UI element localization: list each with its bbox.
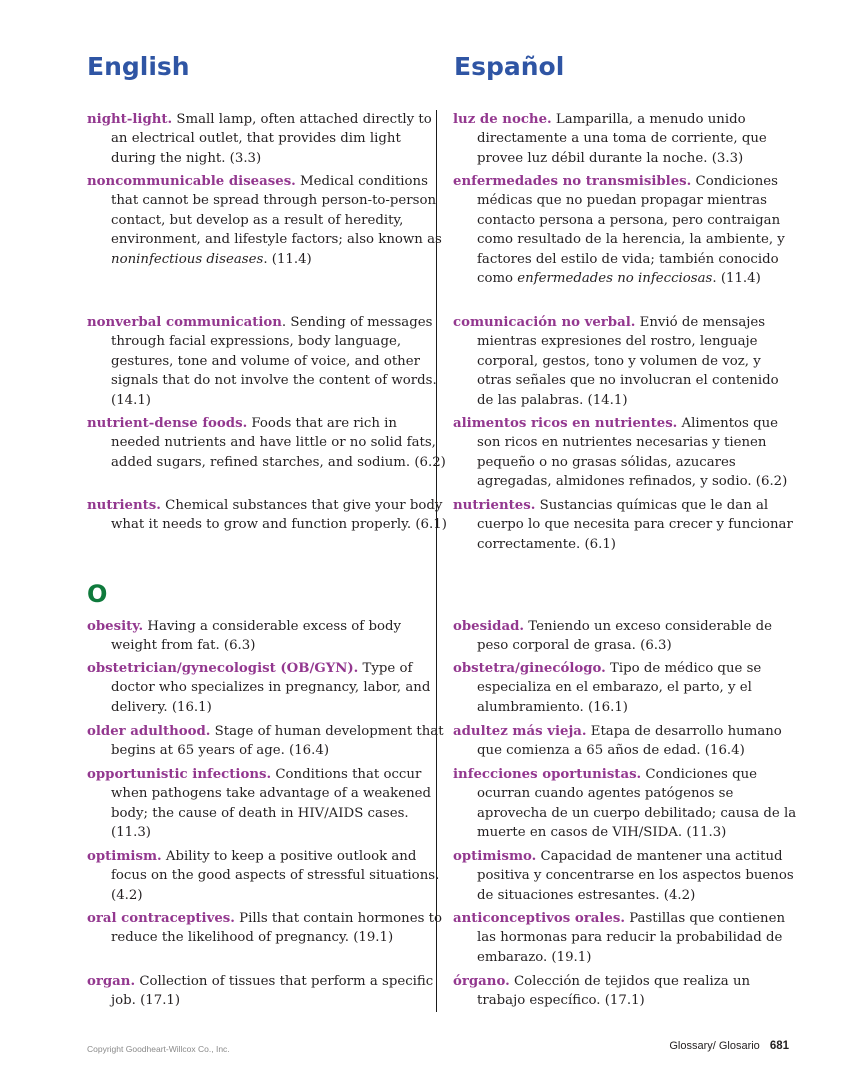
entry-term: obesity. xyxy=(87,619,144,634)
entry-definition: . Sending of messages through facial expressions, body language, gestures, tone and volume of voice, and other signals that do not involve the content of words. (14.1) xyxy=(111,315,437,408)
entry-definition: Stage of human development that begins at 65 years of age. (16.4) xyxy=(111,724,444,759)
glossary-entry-en xyxy=(87,496,449,535)
entry-definition: Envió de mensajes mientras expresiones del rostro, lenguaje corporal, gestos, tono y volumen de voz, y otras señales que no involucran el contenido de las palabras. (14.1) xyxy=(477,315,779,408)
glossary-entry-es xyxy=(453,847,798,905)
entry-definition: Pills that contain hormones to reduce the likelihood of pregnancy. (19.1) xyxy=(111,911,443,946)
entry-definition: Colección de tejidos que realiza un trabajo específico. (17.1) xyxy=(477,974,751,1009)
entry-definition: Teniendo un exceso considerable de peso corporal de grasa. (6.3) xyxy=(477,619,773,654)
glossary-entry-es xyxy=(453,765,798,843)
entry-definition: Type of doctor who specializes in pregnancy, labor, and delivery. (16.1) xyxy=(111,661,431,715)
entry-term: older adulthood. xyxy=(87,724,211,739)
glossary-entry-en xyxy=(87,659,449,717)
entry-definition-italic: noninfectious diseases xyxy=(111,251,264,267)
glossary-entry-en xyxy=(87,847,449,905)
entry-term: nutrients. xyxy=(87,498,161,513)
entry-definition: Condiciones médicas que no puedan propagar mientras contacto persona a persona, pero contraigan como resultado de la herencia, la ambiente, y factores del estilo de vida; también conocido como xyxy=(477,174,785,287)
entry-term: comunicación no verbal. xyxy=(453,315,636,330)
glossary-entry-en xyxy=(87,722,449,761)
entry-definition: Etapa de desarrollo humano que comienza a 65 años de edad. (16.4) xyxy=(477,724,782,759)
entry-term: órgano. xyxy=(453,974,510,989)
entry-term: nonverbal communication xyxy=(87,315,282,330)
glossary-entry-en xyxy=(87,414,449,472)
glossary-entry-es xyxy=(453,172,798,288)
entry-term: obesidad. xyxy=(453,619,525,634)
glossary-entry-en xyxy=(87,972,449,1011)
entry-definition: Condiciones que ocurran cuando agentes patógenos se aprovecha de un cuerpo debilitado; causa de la muerte en casos de VIH/SIDA. (11.3) xyxy=(477,767,797,841)
entry-definition: Capacidad de mantener una actitud positiva y concentrarse en los aspectos buenos de situaciones estresantes. (4.2) xyxy=(477,849,794,903)
glossary-entry-en xyxy=(87,110,449,168)
entry-definition: Alimentos que son ricos en nutrientes necesarias y tienen pequeño o no grasas sólidas, azucares agregadas, almidones refinados, y sodio. (6.2) xyxy=(477,416,788,490)
page-footer xyxy=(669,1040,789,1052)
entry-definition: Lamparilla, a menudo unido directamente a una toma de corriente, que provee luz débil durante la noche. (3.3) xyxy=(477,112,767,166)
entry-definition: Medical conditions that cannot be spread through person-to-person contact, but develop as a result of heredity, environment, and lifestyle factors; also known as xyxy=(111,174,442,248)
entry-term: enfermedades no transmisibles. xyxy=(453,174,692,189)
entry-term: infecciones oportunistas. xyxy=(453,767,642,782)
glossary-entry-es xyxy=(453,414,798,492)
english-column-title: English xyxy=(87,52,190,81)
entry-term: noncommunicable diseases. xyxy=(87,174,296,189)
glossary-entry-es xyxy=(453,909,798,967)
entry-term: obstetrician/gynecologist (OB/GYN). xyxy=(87,661,359,676)
entry-term: nutrientes. xyxy=(453,498,536,513)
entry-definition-tail: . (11.4) xyxy=(712,271,761,287)
entry-definition: Tipo de médico que se especializa en el embarazo, el parto, y el alumbramiento. (16.1) xyxy=(477,661,762,715)
glossary-entry-es xyxy=(453,617,798,656)
glossary-entry-en xyxy=(87,172,449,269)
entry-term: organ. xyxy=(87,974,136,989)
glossary-entry-en xyxy=(87,909,449,948)
entry-term: anticonceptivos orales. xyxy=(453,911,625,926)
copyright-notice: Copyright Goodheart-Willcox Co., Inc. xyxy=(87,1044,230,1054)
entry-term: alimentos ricos en nutrientes. xyxy=(453,416,678,431)
glossary-entry-es xyxy=(453,972,798,1011)
entry-definition: Chemical substances that give your body what it needs to grow and function properly. (6.1) xyxy=(111,498,447,533)
entry-definition: Small lamp, often attached directly to an electrical outlet, that provides dim light during the night. (3.3) xyxy=(111,112,432,166)
entry-term: optimism. xyxy=(87,849,162,864)
entry-term: oral contraceptives. xyxy=(87,911,235,926)
glossary-entry-es xyxy=(453,110,798,168)
entry-definition-italic: enfermedades no infecciosas xyxy=(517,271,713,287)
glossary-entry-en xyxy=(87,765,449,843)
entry-definition-tail: . (11.4) xyxy=(263,251,312,267)
glossary-entry-es xyxy=(453,659,798,717)
glossary-entry-en xyxy=(87,313,449,410)
entry-definition: Collection of tissues that perform a specific job. (17.1) xyxy=(111,974,434,1009)
entry-term: luz de noche. xyxy=(453,112,552,127)
entry-definition: Pastillas que contienen las hormonas para reducir la probabilidad de embarazo. (19.1) xyxy=(477,911,786,965)
entry-definition: Having a considerable excess of body weight from fat. (6.3) xyxy=(111,619,401,654)
page-number: 681 xyxy=(769,1040,789,1052)
glossary-entry-es xyxy=(453,496,798,554)
glossary-entry-es xyxy=(453,313,798,410)
entry-term: optimismo. xyxy=(453,849,537,864)
entry-term: night-light. xyxy=(87,112,173,127)
entry-term: nutrient-dense foods. xyxy=(87,416,248,431)
section-letter-heading: O xyxy=(87,580,108,608)
entry-term: opportunistic infections. xyxy=(87,767,272,782)
entry-definition: Foods that are rich in needed nutrients and have little or no solid fats, added sugars, refined starches, and sodium. (6.2) xyxy=(111,416,446,470)
entry-term: adultez más vieja. xyxy=(453,724,587,739)
glossary-entry-en xyxy=(87,617,449,656)
entry-definition: Conditions that occur when pathogens take advantage of a weakened body; the cause of death in HIV/AIDS cases. (11.3) xyxy=(111,767,432,841)
entry-definition: Sustancias químicas que le dan al cuerpo lo que necesita para crecer y funcionar correctamente. (6.1) xyxy=(477,498,793,552)
glossary-entry-es xyxy=(453,722,798,761)
entry-term: obstetra/ginecólogo. xyxy=(453,661,606,676)
entry-definition: Ability to keep a positive outlook and focus on the good aspects of stressful situations. (4.2) xyxy=(111,849,440,903)
section-name: Glossary/ Glosario xyxy=(669,1040,760,1052)
spanish-column-title: Español xyxy=(454,52,565,81)
